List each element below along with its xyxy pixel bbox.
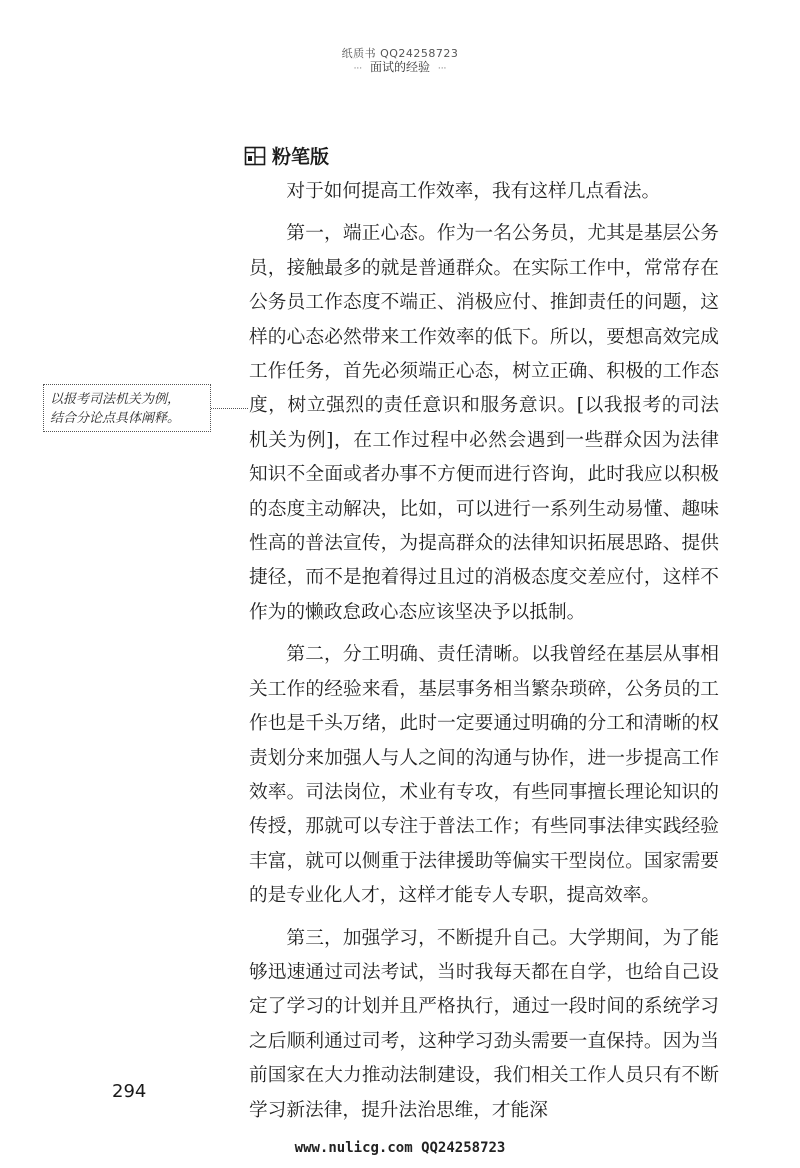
paragraph-intro: 对于如何提高工作效率，我有这样几点看法。 bbox=[286, 181, 661, 202]
page-number: 294 bbox=[112, 1081, 147, 1102]
margin-note-line-1: 以报考司法机关为例， bbox=[50, 392, 181, 407]
section-heading bbox=[244, 142, 329, 169]
body-text bbox=[249, 175, 719, 1128]
margin-note-connector bbox=[211, 408, 248, 409]
board-icon bbox=[244, 146, 266, 166]
header-title: 面试的经验 bbox=[369, 60, 430, 74]
header-dots-left: ··· bbox=[353, 64, 363, 74]
top-watermark: 纸质书 QQ24258723 bbox=[341, 47, 459, 60]
header-dots-right: ··· bbox=[437, 64, 447, 74]
margin-note-line-2: 结合分论点具体阐释。 bbox=[50, 411, 181, 426]
bottom-watermark: www.nulicg.com QQ24258723 bbox=[294, 1140, 506, 1156]
running-header bbox=[0, 58, 800, 75]
paragraph-second-point: 第二，分工明确、责任清晰。以我曾经在基层从事相关工作的经验来看，基层事务相当繁杂琐碎，公务员的工作也是千头万绪，此时一定要通过明确的分工和清晰的权责划分来加强人与人之间的沟通与协作，进一步提高工作效率。司法岗位，术业有专攻，有些同事擅长理论知识的传授，那就可以专注于普法工作；有些同事法律实践经验丰富，就可以侧重于法律援助等偏实干型岗位。国家需要的是专业化人才，这样才能专人专职，提高效率。 bbox=[249, 644, 719, 907]
margin-note bbox=[43, 384, 211, 432]
paragraph-first-point: 第一，端正心态。作为一名公务员，尤其是基层公务员，接触最多的就是普通群众。在实际工作中，常常存在公务员工作态度不端正、消极应付、推卸责任的问题，这样的心态必然带来工作效率的低下。所以，要想高效完成工作任务，首先必须端正心态，树立正确、积极的工作态度，树立强烈的责任意识和服务意识。[以我报考的司法机关为例]，在工作过程中必然会遇到一些群众因为法律知识不全面或者办事不方便而进行咨询，此时我应以积极的态度主动解决，比如，可以进行一系列生动易懂、趣味性高的普法宣传，为提高群众的法律知识拓展思路、提供捷径，而不是抱着得过且过的消极态度交差应付，这样不作为的懒政怠政心态应该坚决予以抵制。 bbox=[249, 223, 719, 623]
paragraph-third-point: 第三，加强学习，不断提升自己。大学期间，为了能够迅速通过司法考试，当时我每天都在自学，也给自己设定了学习的计划并且严格执行，通过一段时间的系统学习之后顺利通过司考，这种学习劲头需要一直保持。因为当前国家在大力推动法制建设，我们相关工作人员只有不断学习新法律，提升法治思维，才能深 bbox=[249, 927, 719, 1121]
section-heading-label: 粉笔版 bbox=[272, 146, 330, 168]
